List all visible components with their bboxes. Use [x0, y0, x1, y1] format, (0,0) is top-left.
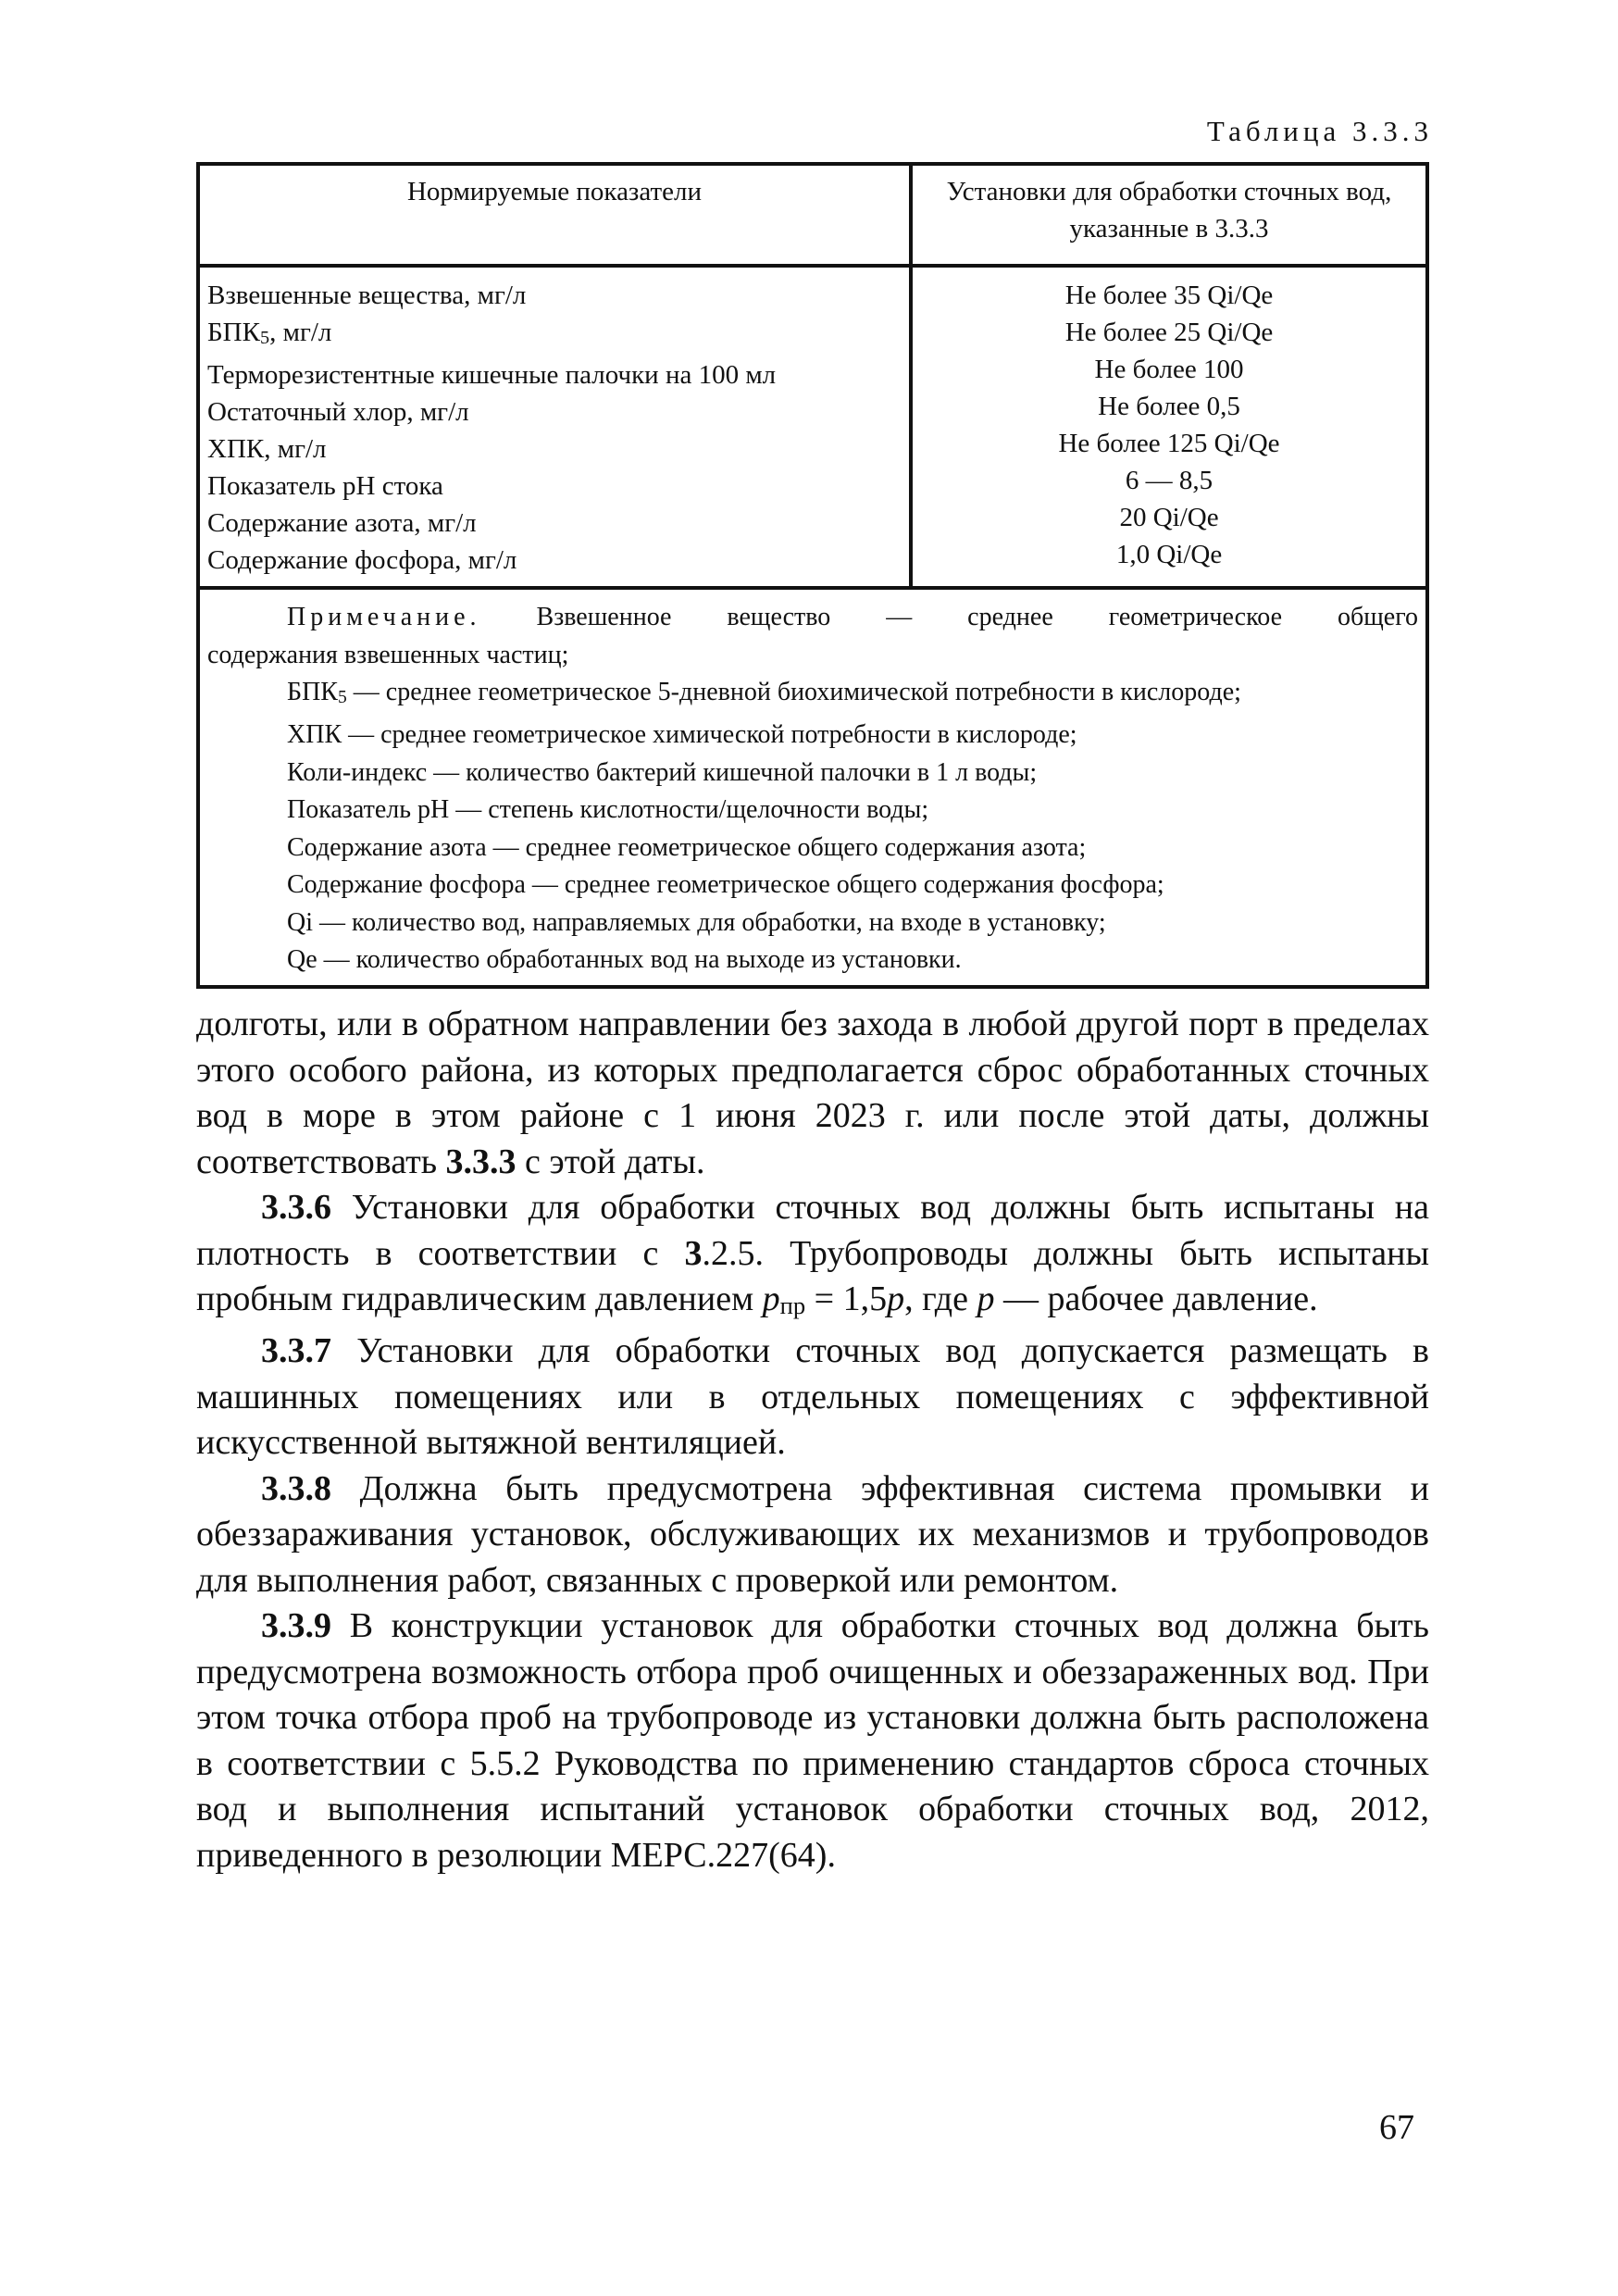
table-note-row [198, 588, 1427, 987]
indicator-values-cell [911, 266, 1427, 588]
page-number: 67 [1379, 2108, 1414, 2147]
indicator-name: Остаточный хлор, мг/л [207, 397, 469, 428]
note-line: Содержание фосфора — среднее геометрическое общего содержания фосфора; [287, 870, 1164, 900]
table-body-row [198, 266, 1427, 588]
indicator-value: Не более 125 Qi/Qe [1058, 429, 1280, 458]
table-caption: Таблица 3.3.3 [1206, 115, 1433, 147]
indicator-value: 20 Qi/Qe [1119, 503, 1219, 532]
indicator-value: Не более 25 Qi/Qe [1064, 318, 1274, 347]
indicator-value: 6 — 8,5 [1125, 466, 1214, 495]
header-left-text: Нормируемые показатели [406, 177, 703, 206]
indicator-value: Не более 0,5 [1098, 392, 1240, 421]
clause-number: 3.3.6 [261, 1188, 331, 1227]
note-line: Содержание азота — среднее геометрическое общего содержания азота; [287, 832, 1087, 862]
indicator-name: Содержание азота, мг/л [207, 508, 477, 539]
note-title: Примечание. [287, 603, 481, 631]
note-first-line: Примечание. Взвешенное вещество — среднее геометрическое общего [287, 603, 1418, 631]
note-line: содержания взвешенных частиц; [207, 640, 569, 669]
note-line: Qi — количество вод, направляемых для обработки, на входе в установку; [287, 907, 1106, 937]
paragraph-3-3-9: 3.3.9 В конструкции установок для обработки сточных вод должна быть предусмотрена возможность отбора проб очищенных и обеззараженных вод. При этом точка отбора проб на трубопроводе из установки должна быть расположена в соответствии с 5.5.2 Руководства по применению стандартов сброса сточных вод и выполнения испытаний установок обработки сточных вод, 2012, приведенного в резолюции МЕРС.227(64). [196, 1606, 1429, 1875]
indicator-value: 1,0 Qi/Qe [1115, 540, 1223, 569]
table-header-row [198, 164, 1427, 266]
norms-table-container [196, 162, 1429, 989]
note-line: $БПК_5$ — среднее геометрическое 5-дневной биохимической потребности в кислороде; [287, 678, 1241, 707]
note-line: ХПК — среднее геометрическое химической потребности в кислороде; [287, 720, 1077, 750]
indicator-name: Показатель pH стока [207, 471, 443, 502]
header-right-line-2: указанные в 3.3.3 [1069, 214, 1269, 243]
clause-number: 3.3.9 [261, 1606, 331, 1646]
indicator-name: ХПК, мг/л [207, 434, 327, 465]
indicator-names-cell [198, 266, 911, 588]
header-indicators [198, 164, 911, 266]
table-note [198, 588, 1427, 987]
paragraph-3-3-7: 3.3.7 Установки для обработки сточных вод допускается размещать в машинных помещениях или в отдельных помещениях с эффективной искусственной вытяжной вентиляцией. [196, 1331, 1429, 1463]
note-line: Коли-индекс — количество бактерий кишечной палочки в 1 л воды; [287, 757, 1038, 787]
body-text [196, 1002, 1429, 1878]
norms-table [196, 162, 1429, 989]
paragraph-3-3-8: 3.3.8 Должна быть предусмотрена эффективная система промывки и обеззараживания установок, обслуживающих их механизмов и трубопроводов для выполнения работ, связанных с проверкой или ремонтом. [196, 1468, 1429, 1600]
header-installations [911, 164, 1427, 266]
indicator-name: Взвешенные вещества, мг/л [207, 281, 527, 310]
clause-number: 3.3.8 [261, 1468, 331, 1508]
indicator-value: Не более 100 [1094, 355, 1244, 384]
paragraph-continuation: долготы, или в обратном направлении без захода в любой другой порт в пределах этого особого района, из которых предполагается сброс обработанных сточных вод в море в этом районе с 1 июня 2023 г. или после этой даты, должны соответствовать 3.3.3 с этой даты. [196, 1004, 1429, 1181]
note-line: Qe — количество обработанных вод на выходе из установки. [287, 945, 962, 975]
indicator-name: $БПК_5$, мг/л [207, 318, 332, 349]
header-right-line-1: Установки для обработки сточных вод, [946, 177, 1392, 206]
indicator-name: Терморезистентные кишечные палочки на 100 мл [207, 360, 777, 391]
paragraph-3-3-6: 3.3.6 Установки для обработки сточных вод должны быть испытаны на плотность в соответствии с 3.2.5. Трубопроводы должны быть испытаны пробным гидравлическим давлением $p_{пр} = 1,5p$, где p — рабочее давление. [196, 1188, 1429, 1319]
note-line: Показатель pH — степень кислотности/щелочности воды; [287, 795, 929, 825]
indicator-value: Не более 35 Qi/Qe [1064, 281, 1274, 310]
indicator-name: Содержание фосфора, мг/л [207, 545, 517, 576]
clause-number: 3.3.7 [261, 1331, 331, 1371]
